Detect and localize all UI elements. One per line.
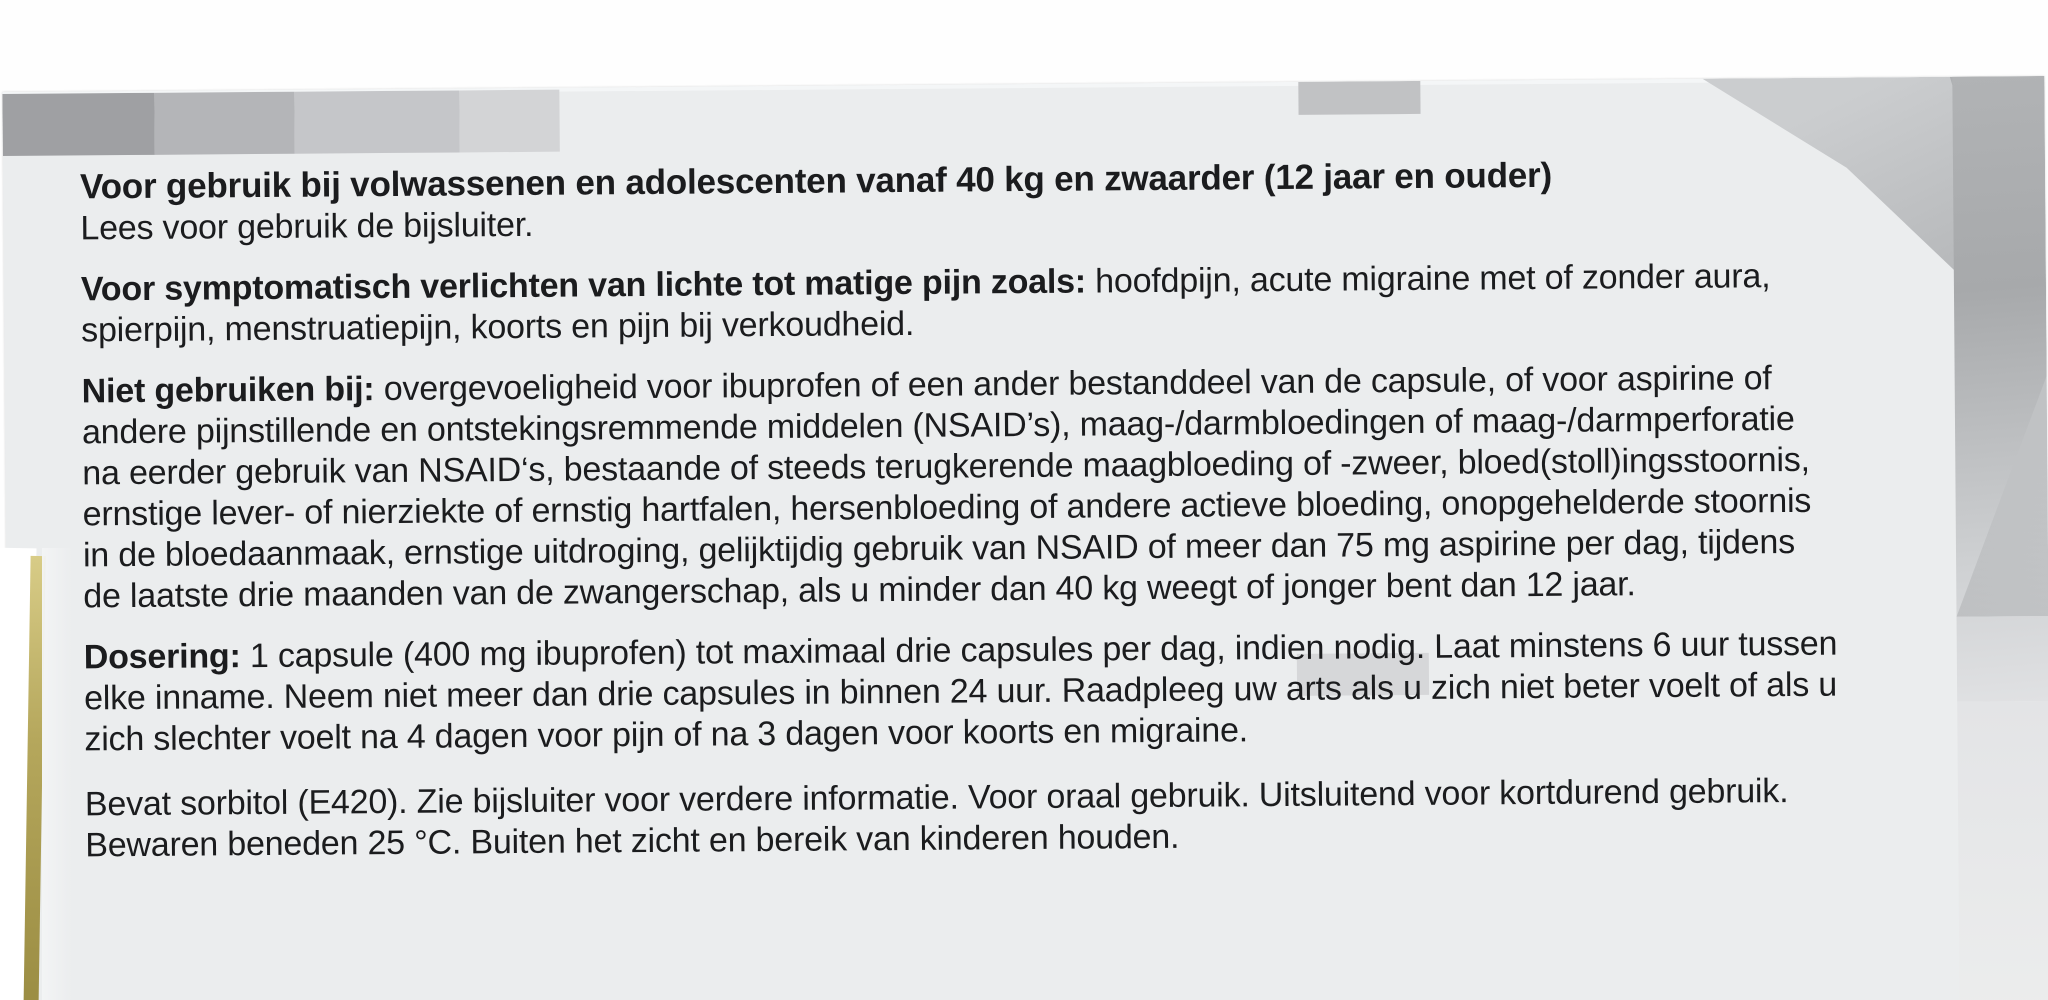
medicine-box-back-panel bbox=[2, 76, 2048, 1000]
gray-tab-top bbox=[1298, 81, 1420, 115]
bold-lead: Dosering: bbox=[83, 637, 241, 677]
section-storage bbox=[85, 770, 1947, 867]
gray-block-3 bbox=[294, 90, 459, 153]
section-dosage bbox=[84, 623, 1946, 761]
line-text: overgevoeligheid voor ibuprofen of een ander bestanddeel van de capsule, of voor aspirine of bbox=[374, 359, 1772, 409]
gray-block-2 bbox=[154, 92, 294, 155]
section-contraindications bbox=[82, 357, 1945, 618]
line-text: de laatste drie maanden van de zwangerschap, als u minder dan 40 kg weegt of jonger bent dan 12 jaar. bbox=[83, 565, 1636, 616]
section-indications bbox=[81, 255, 1943, 352]
line-text: 1 capsule (400 mg ibuprofen) tot maximaal drie capsules per dag, indien nodig. Laat minstens 6 uur tussen bbox=[240, 624, 1838, 676]
line-text: Bewaren beneden 25 °C. Buiten het zicht en bereik van kinderen houden. bbox=[85, 817, 1180, 865]
line-text: Bevat sorbitol (E420). Zie bijsluiter voor verdere informatie. Voor oraal gebruik. Uitsluitend voor kortdurend gebruik. bbox=[84, 772, 1789, 824]
label-text bbox=[80, 152, 1946, 867]
gray-block-4 bbox=[459, 90, 559, 153]
line-text: hoofdpijn, acute migraine met of zonder aura, bbox=[1085, 257, 1771, 301]
line-text: elke inname. Neem niet meer dan drie capsules in binnen 24 uur. Raadpleeg uw arts als u zich niet beter voelt of als u bbox=[83, 665, 1838, 718]
line-text: andere pijnstillende en ontstekingsremmende middelen (NSAID’s), maag-/darmbloedingen of maag-/darmperforatie bbox=[81, 399, 1795, 452]
gray-block-1 bbox=[2, 93, 154, 156]
line-text: zich slechter voelt na 4 dagen voor pijn of na 3 dagen voor koorts en migraine. bbox=[84, 711, 1249, 759]
bold-lead: Voor symptomatisch verlichten van lichte tot matige pijn zoals: bbox=[80, 262, 1087, 309]
box-right-side-bottom bbox=[1957, 701, 2048, 1000]
section-usage bbox=[80, 152, 1942, 250]
line-text: ernstige lever- of nierziekte of ernstig hartfalen, hersenbloeding of andere actieve bloeding, onopgehelderde stoornis bbox=[82, 481, 1812, 534]
box-left-crease bbox=[42, 548, 72, 1000]
line-text: Lees voor gebruik de bijsluiter. bbox=[80, 205, 534, 248]
bold-lead: Voor gebruik bij volwassenen en adolescenten vanaf 40 kg en zwaarder (12 jaar en ouder) bbox=[79, 155, 1553, 207]
line-text: na eerder gebruik van NSAID‘s, bestaande of steeds terugkerende maagbloeding of -zweer, bloed(stoll)ingsstoornis, bbox=[82, 440, 1810, 493]
line-text: in de bloedaanmaak, ernstige uitdroging, gelijktijdig gebruik van NSAID of meer dan 75 mg aspirine per dag, tijdens bbox=[82, 522, 1796, 575]
line-text: spierpijn, menstruatiepijn, koorts en pijn bij verkoudheid. bbox=[81, 304, 915, 350]
bold-lead: Niet gebruiken bij: bbox=[81, 370, 375, 411]
